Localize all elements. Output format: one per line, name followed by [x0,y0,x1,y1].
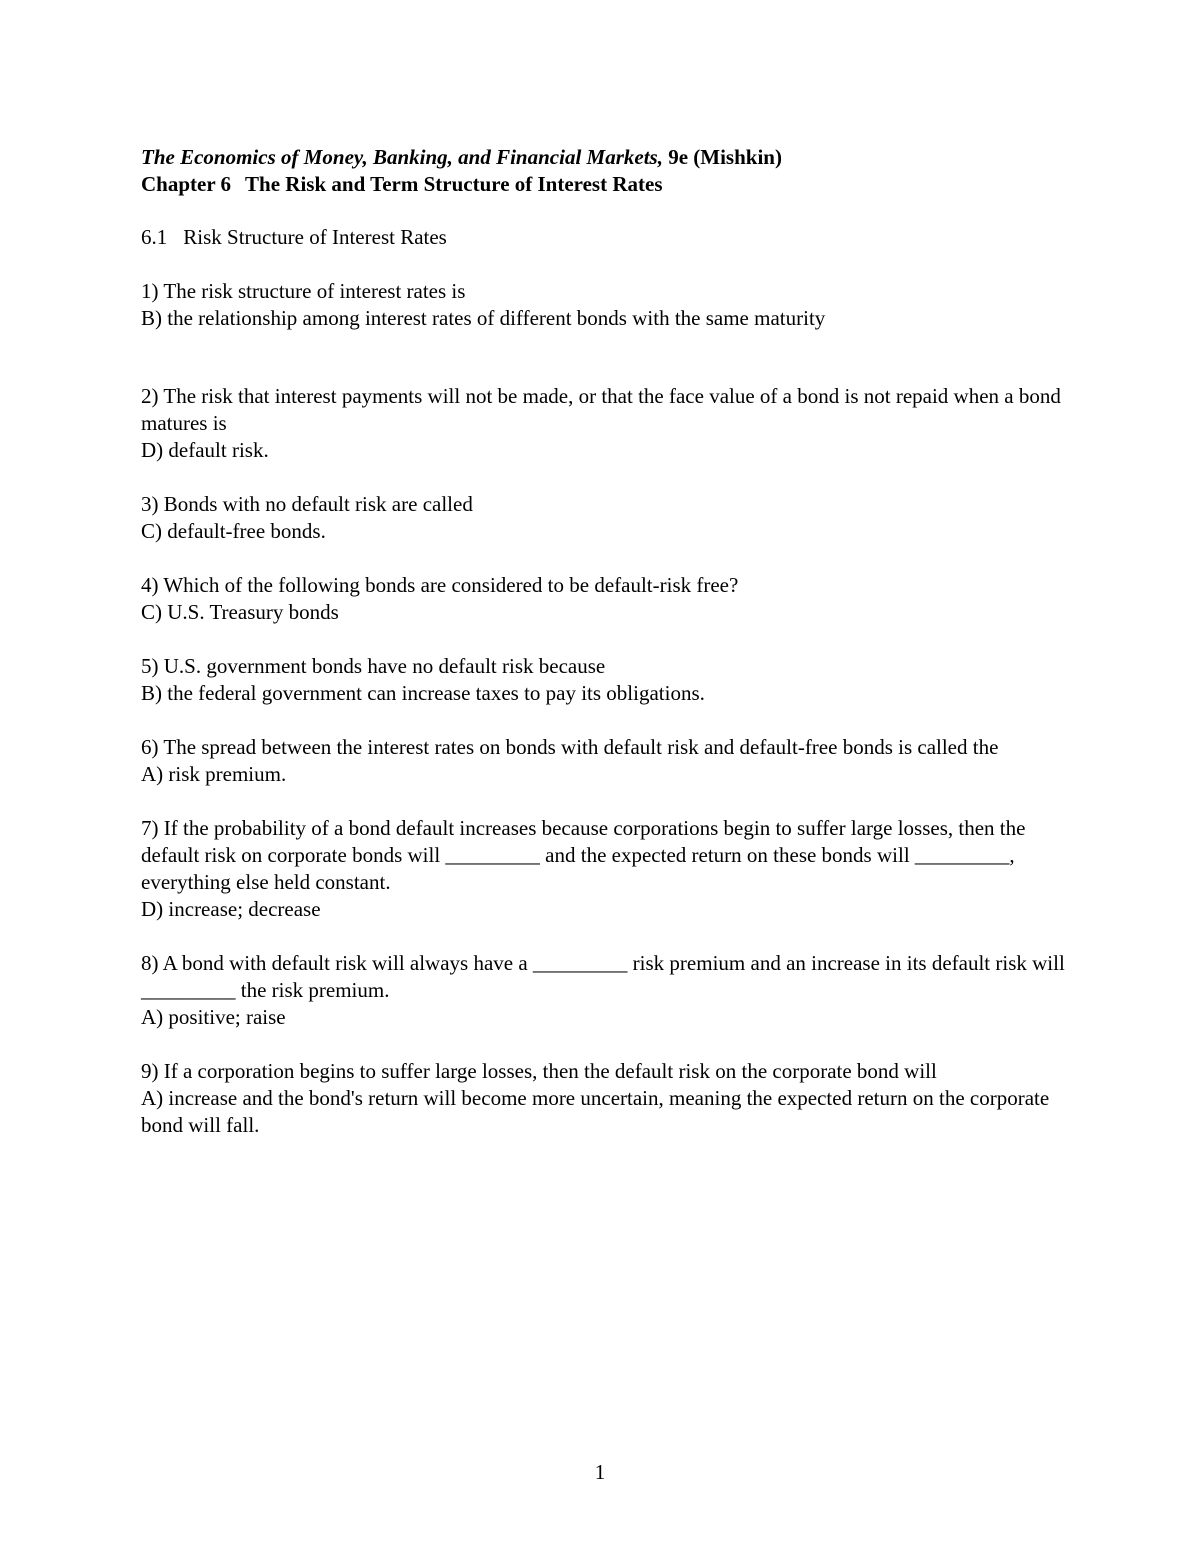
question-item [141,1058,1081,1139]
chapter-heading [141,171,663,198]
question-answer: D) increase; decrease [141,897,321,921]
question-text: 5) U.S. government bonds have no default risk because [141,654,606,678]
question-item [141,950,1081,1031]
question-answer: A) positive; raise [141,1005,286,1029]
book-title-edition: 9e (Mishkin) [662,145,782,169]
section-heading [141,224,447,251]
question-answer: B) the relationship among interest rates of different bonds with the same maturity [141,306,826,330]
question-text: 2) The risk that interest payments will not be made, or that the face value of a bond is not repaid when a bond matures is [141,384,1061,435]
question-item [141,815,1081,923]
question-answer: C) default-free bonds. [141,519,326,543]
question-item [141,278,1081,332]
question-text: 7) If the probability of a bond default increases because corporations begin to suffer large losses, then the default risk on corporate bonds will _________ and the expected return on these bonds will _________, everything else held constant. [141,816,1026,894]
question-list [141,278,1081,1139]
question-item [141,653,1081,707]
section-number: 6.1 [141,225,168,249]
page-number: 1 [594,1460,606,1484]
question-answer: D) default risk. [141,438,269,462]
question-answer: A) increase and the bond's return will become more uncertain, meaning the expected return on the corporate bond will fall. [141,1086,1050,1137]
question-item [141,383,1081,464]
question-text: 1) The risk structure of interest rates is [141,279,466,303]
section-title: Risk Structure of Interest Rates [183,225,447,249]
question-item [141,572,1081,626]
question-text: 3) Bonds with no default risk are called [141,492,473,516]
book-title-italic: The Economics of Money, Banking, and Financial Markets, [141,145,663,169]
question-text: 8) A bond with default risk will always have a _________ risk premium and an increase in its default risk will _________ the risk premium. [141,951,1065,1002]
question-answer: B) the federal government can increase taxes to pay its obligations. [141,681,705,705]
book-title [141,144,782,171]
question-answer: C) U.S. Treasury bonds [141,600,339,624]
question-text: 9) If a corporation begins to suffer large losses, then the default risk on the corporate bond will [141,1059,937,1083]
question-answer: A) risk premium. [141,762,287,786]
chapter-label: Chapter 6 [141,172,232,196]
chapter-title: The Risk and Term Structure of Interest Rates [245,172,663,196]
question-item [141,491,1081,545]
question-item [141,734,1081,788]
question-text: 4) Which of the following bonds are considered to be default-risk free? [141,573,739,597]
question-text: 6) The spread between the interest rates on bonds with default risk and default-free bonds is called the [141,735,999,759]
